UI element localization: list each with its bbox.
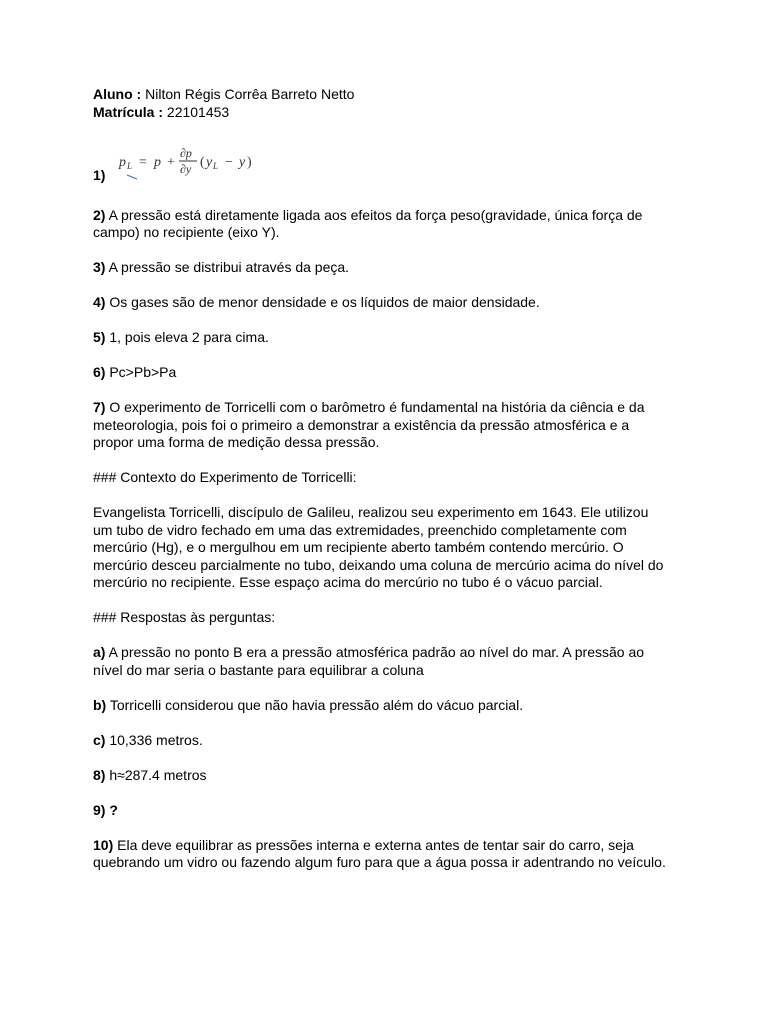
answer-a-line-2: nível do mar seria o bastante para equilibrar a coluna bbox=[93, 661, 424, 678]
answer-5-number: 5) bbox=[93, 329, 106, 345]
context-heading: ### Contexto do Experimento de Torricelli: bbox=[93, 469, 357, 485]
answer-b-text: Torricelli considerou que não havia pressão além do vácuo parcial. bbox=[109, 696, 524, 713]
answer-6-number: 6) bbox=[93, 364, 106, 380]
answer-3 bbox=[93, 259, 693, 277]
answer-8-text: h≈287.4 metros bbox=[109, 766, 207, 783]
answer-c-number: c) bbox=[93, 731, 106, 748]
answer-a-number: a) bbox=[93, 644, 106, 660]
context-line-2: um tubo de vidro fechado em uma das extremidades, preenchido completamente com bbox=[93, 521, 627, 538]
matricula-value: 22101453 bbox=[166, 103, 230, 120]
answer-5-text: 1, pois eleva 2 para cima. bbox=[109, 329, 269, 345]
formula-equals: = bbox=[139, 155, 147, 170]
answer-5 bbox=[93, 329, 693, 347]
formula-close-paren: ) bbox=[247, 155, 252, 170]
answer-9 bbox=[93, 802, 693, 820]
answer-c-text: 10,336 metros. bbox=[109, 731, 203, 748]
student-name-line bbox=[93, 86, 693, 104]
answer-c bbox=[93, 732, 693, 750]
answer-8 bbox=[93, 767, 693, 785]
pressure-formula-svg bbox=[117, 141, 287, 181]
context-paragraph bbox=[93, 504, 693, 592]
answer-10-line-1: Ela deve equilibrar as pressões interna e externa antes de tentar sair do carro, seja bbox=[117, 836, 634, 853]
answer-7-line-3: propor uma forma de medição dessa pressão. bbox=[93, 434, 380, 450]
answer-10 bbox=[93, 837, 693, 872]
answer-2-number: 2) bbox=[93, 206, 106, 223]
answer-9-number: 9) ? bbox=[93, 801, 118, 818]
answer-10-line-2: quebrando um vidro ou fazendo algum furo para que a água possa ir adentrando no veículo. bbox=[93, 854, 666, 870]
answers-heading: ### Respostas às perguntas: bbox=[93, 609, 276, 625]
answer-b-number: b) bbox=[93, 696, 107, 713]
aluno-label: Aluno : bbox=[93, 86, 142, 102]
document-page bbox=[93, 86, 693, 872]
answer-1-number: 1) bbox=[93, 167, 106, 183]
answer-1 bbox=[93, 141, 693, 189]
answer-b bbox=[93, 697, 693, 715]
formula-minus: − bbox=[225, 155, 233, 170]
answer-a-line-1: A pressão no ponto B era a pressão atmosférica padrão ao nível do mar. A pressão ao bbox=[108, 644, 645, 660]
answer-2-text: A pressão está diretamente ligada aos efeitos da força peso(gravidade, única força de bbox=[108, 206, 643, 223]
context-line-1: Evangelista Torricelli, discípulo de Galileu, realizou seu experimento em 1643. Ele utilizou bbox=[93, 504, 649, 520]
registration-line bbox=[93, 104, 693, 122]
pressure-formula bbox=[117, 141, 287, 181]
answer-7-line-1: O experimento de Torricelli com o barômetro é fundamental na história da ciência e da bbox=[109, 399, 645, 415]
context-line-4: mercúrio desceu parcialmente no tubo, deixando uma coluna de mercúrio acima do nível do bbox=[93, 556, 664, 573]
formula-numerator: ∂p bbox=[180, 146, 192, 160]
answer-a bbox=[93, 644, 693, 679]
answer-4-text: Os gases são de menor densidade e os líquidos de maior densidade. bbox=[109, 294, 540, 310]
answer-4 bbox=[93, 294, 693, 312]
answer-6-text: Pc>Pb>Pa bbox=[109, 364, 177, 380]
answer-7-line-2: meteorologia, pois foi o primeiro a demonstrar a existência da pressão atmosférica e a bbox=[93, 416, 630, 433]
formula-denominator: ∂y bbox=[180, 162, 192, 176]
formula-y: y bbox=[239, 155, 246, 170]
context-line-5: mercúrio no recipiente. Esse espaço acima do mercúrio no tubo é o vácuo parcial. bbox=[93, 574, 603, 590]
formula-lhs: p bbox=[119, 155, 126, 170]
aluno-value: Nilton Régis Corrêa Barreto Netto bbox=[145, 86, 355, 102]
formula-p: p bbox=[154, 155, 161, 170]
answer-6 bbox=[93, 364, 693, 382]
answer-7-number: 7) bbox=[93, 399, 106, 415]
answer-4-number: 4) bbox=[93, 294, 106, 310]
matricula-label: Matrícula : bbox=[93, 103, 164, 120]
context-line-3: mercúrio (Hg), e o mergulhou em um recipiente aberto também contendo mercúrio. O bbox=[93, 539, 624, 555]
formula-y-l: y bbox=[206, 155, 213, 170]
answer-10-number: 10) bbox=[93, 836, 114, 853]
answer-7 bbox=[93, 399, 693, 452]
answer-8-number: 8) bbox=[93, 766, 106, 783]
formula-plus: + bbox=[167, 155, 175, 170]
answer-2-text-cont: campo) no recipiente (eixo Y). bbox=[93, 224, 280, 240]
formula-y-l-sub: L bbox=[213, 161, 219, 171]
answer-3-text: A pressão se distribui através da peça. bbox=[108, 259, 350, 275]
formula-lhs-sub: L bbox=[127, 161, 133, 171]
answer-3-number: 3) bbox=[93, 259, 106, 275]
formula-open-paren: ( bbox=[200, 155, 205, 170]
pen-mark bbox=[127, 175, 137, 179]
answer-2 bbox=[93, 207, 693, 242]
